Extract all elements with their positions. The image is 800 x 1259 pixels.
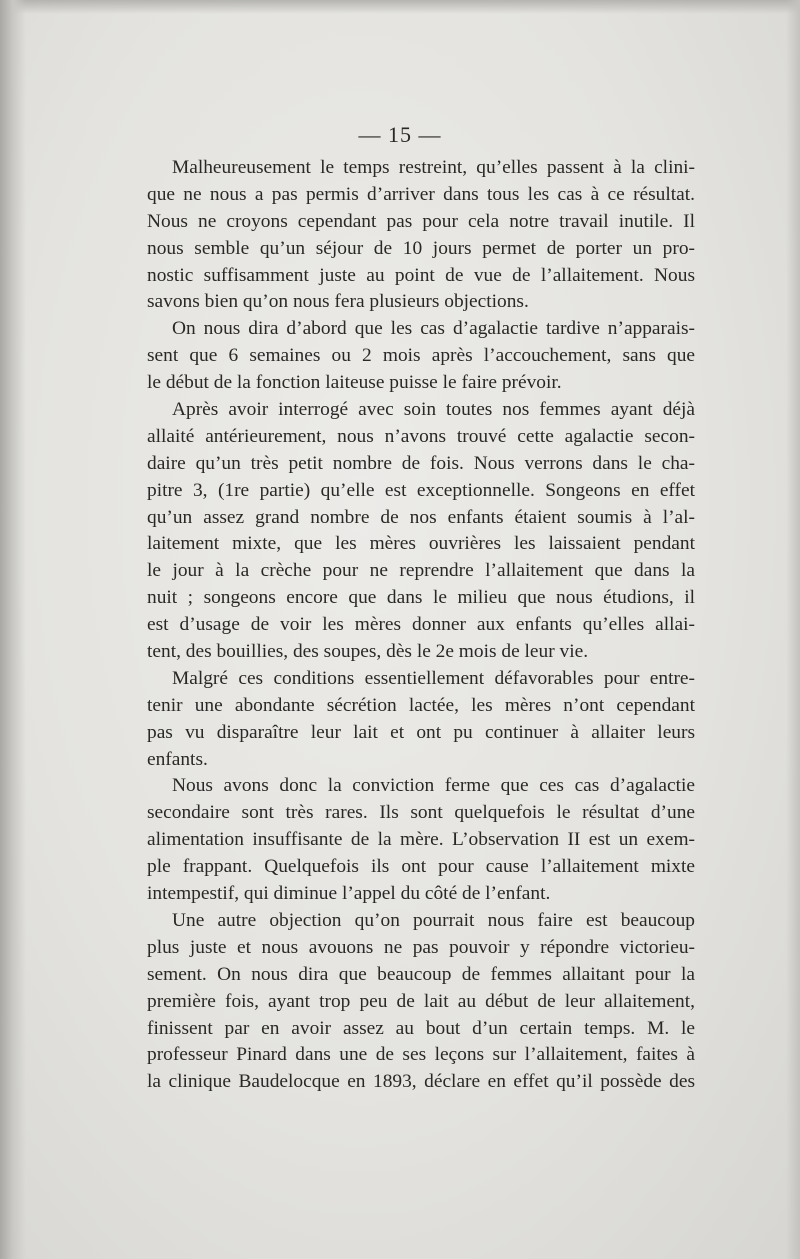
text-line: nuit ; songeons encore que dans le milieu que nous étudions, il (147, 587, 695, 609)
text-line: Malheureusement le temps restreint, qu’elles passent à la clini- (172, 157, 695, 178)
text-line: le début de la fonction laiteuse puisse le faire prévoir. (147, 372, 562, 394)
page-number: — 15 — (358, 122, 442, 147)
text-line: le jour à la crèche pour ne reprendre l’allaitement que dans la (147, 560, 695, 582)
text-line: plus juste et nous avouons ne pas pouvoir y répondre victorieu- (147, 936, 695, 958)
text-line: Une autre objection qu’on pourrait nous faire est beaucoup (172, 909, 695, 931)
text-line: ple frappant. Quelquefois ils ont pour cause l’allaitement mixte (147, 856, 695, 878)
text-line: professeur Pinard dans une de ses leçons sur l’allaitement, faites à (147, 1044, 695, 1066)
text-line: tenir une abondante sécrétion lactée, les mères n’ont cependant (147, 694, 695, 716)
text-line: secondaire sont très rares. Ils sont quelquefois le résultat d’une (147, 802, 695, 824)
text-line: alimentation insuffisante de la mère. L’observation II est un exem- (147, 829, 695, 851)
text-line: la clinique Baudelocque en 1893, déclare en effet qu’il possède des (147, 1071, 695, 1093)
text-line: sent que 6 semaines ou 2 mois après l’accouchement, sans que (147, 345, 695, 367)
page-right-shadow (786, 0, 800, 1259)
text-line: Après avoir interrogé avec soin toutes nos femmes ayant déjà (172, 399, 695, 421)
text-line: Nous avons donc la conviction ferme que ces cas d’agalactie (172, 775, 695, 797)
text-line: nous semble qu’un séjour de 10 jours permet de porter un pro- (147, 237, 695, 259)
text-line: Malgré ces conditions essentiellement défavorables pour entre- (172, 667, 695, 689)
page-binding-shadow (0, 0, 26, 1259)
text-line: sement. On nous dira que beaucoup de femmes allaitant pour la (147, 963, 695, 985)
text-line: pitre 3, (1re partie) qu’elle est exceptionnelle. Songeons en effet (147, 479, 695, 501)
text-line: enfants. (147, 748, 208, 770)
text-line: Nous ne croyons cependant pas pour cela notre travail inutile. Il (147, 210, 695, 232)
text-line: On nous dira d’abord que les cas d’agalactie tardive n’apparais- (172, 318, 695, 340)
body-text (147, 155, 695, 1096)
text-line: première fois, ayant trop peu de lait au début de leur allaitement, (147, 990, 695, 1012)
text-line: savons bien qu’on nous fera plusieurs objections. (147, 291, 529, 313)
text-line: qu’un assez grand nombre de nos enfants étaient soumis à l’al- (147, 506, 695, 528)
text-line: finissent par en avoir assez au bout d’un certain temps. M. le (147, 1017, 695, 1039)
text-line: laitement mixte, que les mères ouvrières les laissaient pendant (147, 533, 695, 555)
text-line: allaité antérieurement, nous n’avons trouvé cette agalactie secon- (147, 425, 695, 447)
text-line: tent, des bouillies, des soupes, dès le 2e mois de leur vie. (147, 641, 589, 663)
text-line: que ne nous a pas permis d’arriver dans tous les cas à ce résultat. (147, 183, 695, 205)
text-line: daire qu’un très petit nombre de fois. Nous verrons dans le cha- (147, 452, 695, 474)
text-line: pas vu disparaître leur lait et ont pu continuer à allaiter leurs (147, 721, 695, 743)
text-line: est d’usage de voir les mères donner aux enfants qu’elles allai- (147, 614, 695, 636)
text-line: nostic suffisamment juste au point de vue de l’allaitement. Nous (147, 264, 695, 286)
text-line: intempestif, qui diminue l’appel du côté de l’enfant. (147, 883, 551, 905)
page-top-shadow (0, 0, 800, 14)
